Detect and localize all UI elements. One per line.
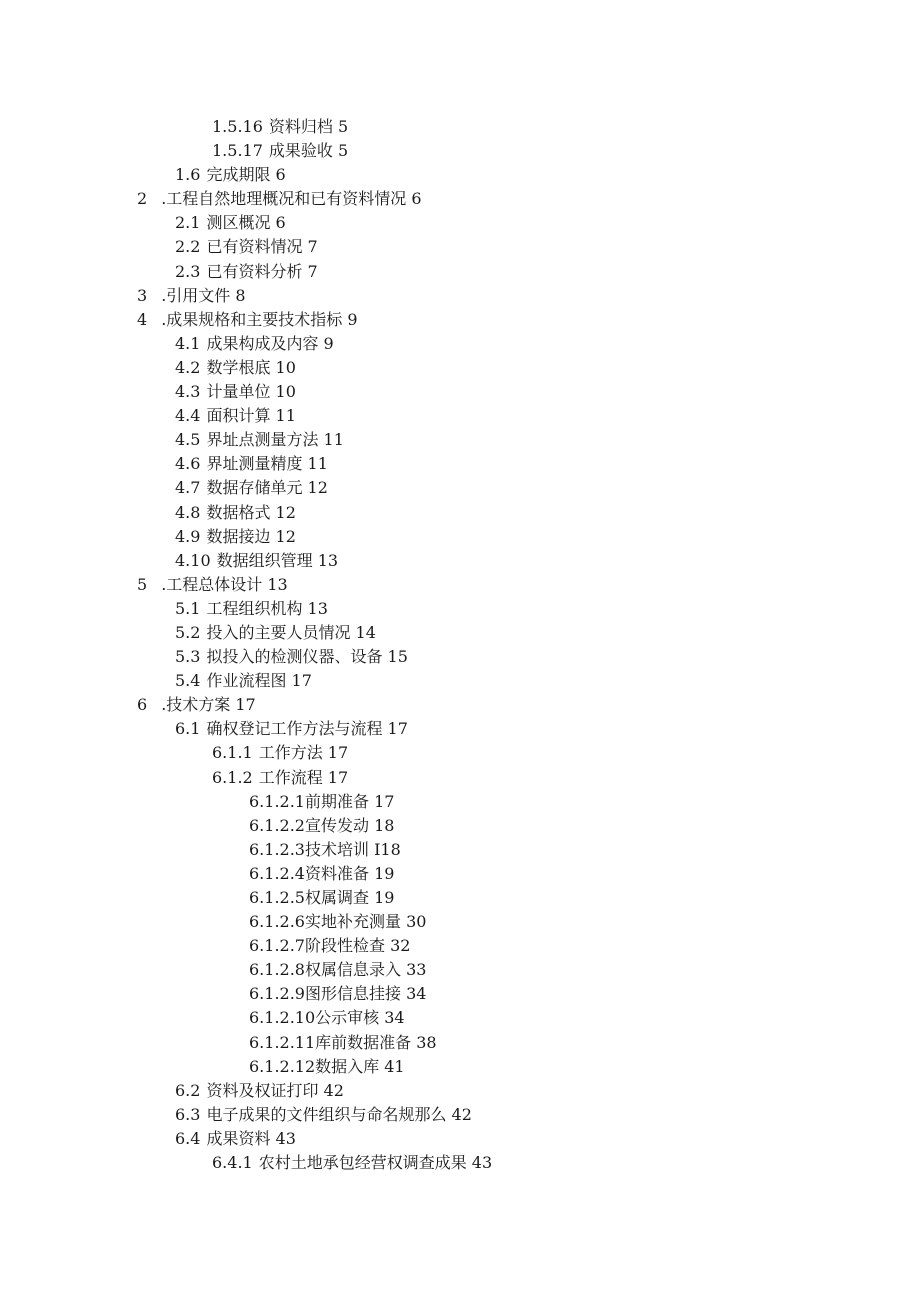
toc-entry-number: 4.6 <box>175 454 201 474</box>
toc-entry-title: 资料归档 5 <box>268 117 349 136</box>
toc-entry-title: 技术培训 I18 <box>304 839 401 859</box>
toc-entry-number: 1.5.16 <box>212 117 263 136</box>
toc-entry-title: 数据入库 41 <box>315 1056 405 1076</box>
toc-entry <box>0 163 920 187</box>
toc-entry-number: 6.1.2.7 <box>249 936 305 956</box>
toc-entry-number: 4.4 <box>175 406 201 426</box>
toc-entry <box>0 597 920 621</box>
toc-entry-number: 6.1.2.12 <box>249 1056 316 1076</box>
toc-entry-number: 6.1.2.6 <box>249 912 305 932</box>
toc-entry <box>0 886 920 910</box>
toc-entry-title: 工作方法 17 <box>258 743 349 763</box>
toc-entry-number: 5 <box>137 574 148 594</box>
toc-entry-title: .工程自然地理概况和已有资料情况 6 <box>161 189 422 209</box>
toc-entry <box>0 838 920 862</box>
toc-entry-title: 宣传发动 18 <box>304 815 395 835</box>
toc-entry-title: 数据存储单元 12 <box>206 478 328 498</box>
toc-entry-number: 6.4 <box>175 1128 201 1148</box>
toc-entry <box>0 982 920 1006</box>
toc-entry <box>0 211 920 235</box>
toc-entry-number: 6.4.1 <box>212 1153 253 1173</box>
toc-entry-title: .引用文件 8 <box>161 285 246 305</box>
toc-entry-title: 前期准备 17 <box>304 791 395 811</box>
toc-entry <box>0 645 920 669</box>
toc-entry-number: 5.2 <box>175 622 201 642</box>
toc-entry-title: 数据接边 12 <box>206 526 296 546</box>
toc-entry-number: 4.3 <box>175 382 201 402</box>
toc-entry-title: 已有资料情况 7 <box>206 237 318 257</box>
toc-entry <box>0 693 920 717</box>
toc-entry <box>0 1055 920 1079</box>
toc-entry-number: 2 <box>137 189 148 209</box>
toc-entry-number: 1.5.17 <box>212 141 263 161</box>
toc-entry <box>0 187 920 211</box>
toc-entry-title: 成果验收 5 <box>268 141 349 161</box>
toc-entry-number: 6.1.2 <box>212 767 253 787</box>
toc-entry-title: 阶段性检查 32 <box>304 936 411 956</box>
toc-entry-title: 数学根底 10 <box>206 357 296 377</box>
toc-entry-number: 6 <box>137 695 148 715</box>
toc-entry-title: 数据组织管理 13 <box>216 550 339 570</box>
toc-entry-number: 3 <box>137 285 148 305</box>
toc-entry <box>0 380 920 404</box>
toc-entry-number: 6.1.2.10 <box>249 1008 316 1028</box>
toc-entry-title: .成果规格和主要技术指标 9 <box>161 309 358 329</box>
toc-entry-title: 权属信息录入 33 <box>304 960 427 980</box>
toc-entry <box>0 476 920 500</box>
toc-entry-number: 5.1 <box>175 598 201 618</box>
toc-entry-title: 权属调查 19 <box>304 888 395 907</box>
toc-entry-title: 数据格式 12 <box>206 502 296 522</box>
toc-entry <box>0 669 920 693</box>
toc-entry-title: 资料及权证打印 42 <box>206 1080 344 1100</box>
toc-entry-number: 6.1.2.5 <box>249 888 305 907</box>
toc-entry <box>0 934 920 958</box>
toc-entry-number: 6.1.2.8 <box>249 960 305 980</box>
toc-entry-title: 电子成果的文件组织与命名规那么 42 <box>206 1104 472 1124</box>
toc-entry-title: 工作流程 17 <box>258 767 349 787</box>
toc-entry <box>0 573 920 597</box>
toc-entry-title: 已有资料分析 7 <box>206 261 318 281</box>
toc-entry <box>0 717 920 741</box>
toc-entry-number: 6.1.2.2 <box>249 815 305 835</box>
toc-entry-number: 6.1.2.4 <box>249 863 305 883</box>
toc-entry-number: 2.3 <box>175 261 201 281</box>
toc-entry-title: 投入的主要人员情况 14 <box>206 622 376 642</box>
toc-entry-number: 1.6 <box>175 165 201 185</box>
toc-entry <box>0 1079 920 1103</box>
toc-entry <box>0 814 920 838</box>
toc-entry <box>0 1127 920 1151</box>
toc-entry <box>0 501 920 525</box>
toc-entry-number: 2.1 <box>175 213 201 233</box>
toc-entry <box>0 1006 920 1030</box>
toc-entry-number: 4.8 <box>175 502 201 522</box>
toc-entry <box>0 910 920 934</box>
toc-entry-number: 6.1.1 <box>212 743 253 763</box>
toc-entry-number: 2.2 <box>175 237 201 257</box>
toc-entry <box>0 115 920 139</box>
toc-entry <box>0 332 920 356</box>
toc-entry-title: 实地补充测量 30 <box>304 912 427 932</box>
toc-entry-number: 4.9 <box>175 526 201 546</box>
toc-entry-number: 6.1.2.9 <box>249 984 305 1004</box>
toc-entry-number: 4.5 <box>175 430 201 450</box>
toc-entry-title: 成果资料 43 <box>206 1128 296 1148</box>
toc-entry <box>0 741 920 765</box>
toc-entry-number: 6.1.2.11 <box>249 1032 316 1052</box>
toc-entry-title: .技术方案 17 <box>161 695 256 715</box>
toc-entry <box>0 766 920 790</box>
toc-entry-title: 工程组织机构 13 <box>206 598 328 618</box>
toc-entry-title: 成果构成及内容 9 <box>206 333 334 353</box>
toc-entry <box>0 958 920 982</box>
toc-entry-title: 计量单位 10 <box>206 382 296 402</box>
toc-entry-number: 4.1 <box>175 333 201 353</box>
toc-entry-title: 农村土地承包经营权调查成果 43 <box>258 1153 493 1173</box>
toc-entry <box>0 235 920 259</box>
toc-entry-number: 6.1.2.1 <box>249 791 305 811</box>
toc-entry <box>0 260 920 284</box>
toc-entry <box>0 428 920 452</box>
toc-entry <box>0 308 920 332</box>
toc-entry <box>0 1103 920 1127</box>
toc-entry <box>0 452 920 476</box>
toc-entry-title: 面积计算 11 <box>206 406 296 426</box>
toc-entry <box>0 1031 920 1055</box>
toc-entry-title: 界址点测量方法 11 <box>206 430 344 450</box>
toc-entry-title: 库前数据准备 38 <box>315 1032 437 1052</box>
toc-entry <box>0 284 920 308</box>
toc-entry-number: 4 <box>137 309 148 329</box>
toc-entry-title: .工程总体设计 13 <box>161 574 288 594</box>
toc-entry-number: 5.4 <box>175 671 201 691</box>
toc-entry <box>0 1151 920 1175</box>
toc-entry-title: 图形信息挂接 34 <box>304 984 427 1004</box>
toc-entry-number: 6.1.2.3 <box>249 839 305 859</box>
toc-entry-title: 公示审核 34 <box>315 1008 405 1028</box>
toc-entry <box>0 790 920 814</box>
toc-entry-title: 作业流程图 17 <box>206 671 312 691</box>
toc-entry-number: 6.3 <box>175 1104 201 1124</box>
toc-entry-number: 4.7 <box>175 478 201 498</box>
toc-entry-title: 完成期限 6 <box>206 165 286 185</box>
toc-entry <box>0 356 920 380</box>
toc-entry-number: 4.2 <box>175 357 201 377</box>
toc-entry-title: 界址测量精度 11 <box>206 454 328 474</box>
toc-entry-title: 资料准备 19 <box>304 863 395 883</box>
toc-entry <box>0 139 920 163</box>
toc-entry-number: 5.3 <box>175 647 201 667</box>
toc-entry-title: 确权登记工作方法与流程 17 <box>206 719 408 739</box>
toc-entry <box>0 525 920 549</box>
toc-entry-number: 4.10 <box>175 550 211 570</box>
toc-entry <box>0 404 920 428</box>
toc-entry <box>0 549 920 573</box>
toc-entry <box>0 862 920 886</box>
toc-entry-number: 6.2 <box>175 1080 201 1100</box>
toc-entry <box>0 621 920 645</box>
toc-entry-title: 测区概况 6 <box>206 213 286 233</box>
toc-entry-number: 6.1 <box>175 719 201 739</box>
toc-entry-title: 拟投入的检测仪器、设备 15 <box>206 647 408 667</box>
table-of-contents <box>0 115 920 1175</box>
